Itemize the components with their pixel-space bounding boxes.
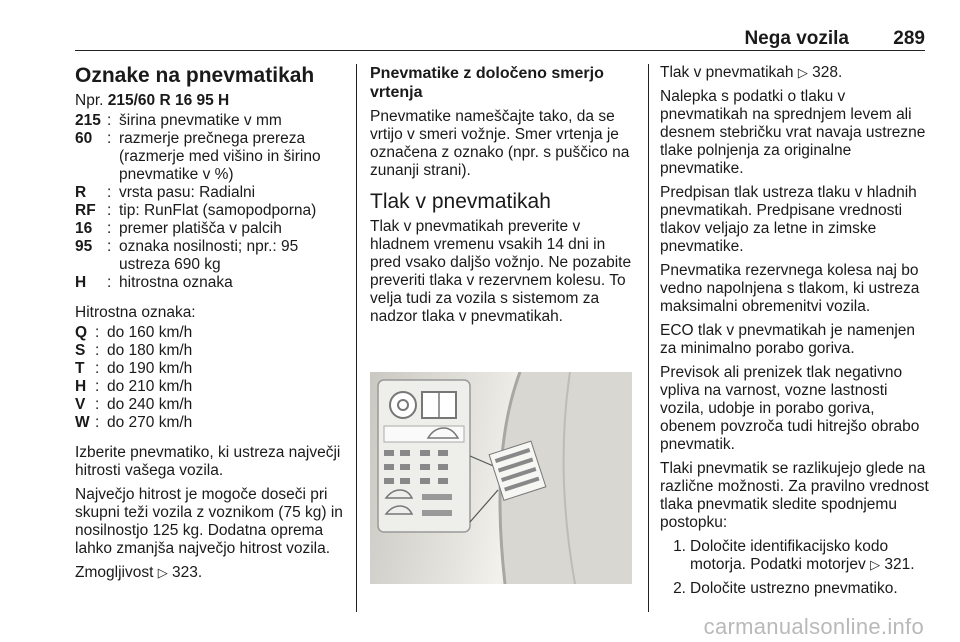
heading-tyre-markings: Oznake na pnevmatikah: [75, 64, 315, 87]
arrow-ref-icon: ▷: [157, 565, 168, 580]
column-1: [75, 64, 347, 588]
definition-key: 215: [75, 112, 101, 129]
definition-value: širina pnevmatike v mm: [119, 112, 282, 129]
speed-value: do 180 km/h: [107, 342, 193, 359]
paragraph-max-speed: Izberite pnevmatiko, ki ustreza največji hitrosti vašega vozila.: [75, 444, 341, 479]
step-number: 1.: [673, 538, 686, 555]
definition-value: tip: RunFlat (samopodporna): [119, 202, 317, 219]
speed-key: V: [75, 396, 86, 413]
definition-key: R: [75, 184, 87, 201]
speed-row: T : do 190 km/h: [75, 360, 347, 378]
page-number: 289: [893, 28, 925, 49]
definition-row: R : vrsta pasu: Radialni: [75, 184, 347, 202]
speed-row: W : do 270 km/h: [75, 414, 347, 432]
speed-key: S: [75, 342, 86, 359]
ref-text: Zmogljivost: [75, 564, 154, 581]
example-line: [75, 92, 347, 110]
definition-row: RF : tip: RunFlat (samopodporna): [75, 202, 347, 220]
definition-row: 215 : širina pnevmatike v mm: [75, 112, 347, 130]
definition-value: hitrostna oznaka: [119, 274, 233, 291]
paragraph-procedure: Tlaki pnevmatik se razlikujejo glede na različne možnosti. Za pravilno vrednost tlaka pnevmatik sledite spodnjemu postopku:: [660, 460, 929, 531]
definition-key: 16: [75, 220, 93, 237]
definition-key: 95: [75, 238, 93, 255]
page-ref-link[interactable]: 321.: [884, 556, 915, 573]
performance-ref: [75, 564, 347, 582]
page-ref-link[interactable]: 323.: [172, 564, 203, 581]
step-label: Določite identifikacijsko kodo motorja. Podatki motorjev: [690, 538, 889, 573]
procedure-steps: [660, 538, 930, 598]
list-item: [660, 538, 930, 574]
speed-key: Q: [75, 324, 88, 341]
list-item: [660, 580, 930, 598]
speed-row: S : do 180 km/h: [75, 342, 347, 360]
definition-value: premer platišča v palcih: [119, 220, 282, 237]
definition-key: RF: [75, 202, 96, 219]
definition-value: vrsta pasu: Radialni: [119, 184, 256, 201]
door-pillar-illustration: [370, 372, 632, 584]
heading-directional-tyres: Pnevmatike z določeno smerjo vrtenja: [370, 65, 604, 101]
definition-value: razmerje prečnega prereza (razmerje med višino in širino pnevmatike v %): [119, 130, 321, 183]
section-title: Nega vozila: [744, 28, 849, 49]
paragraph-wrong-pressure: Previsok ali prenizek tlak negativno vpliva na varnost, vozne lastnosti vozila, udobje in porabo goriva, obenem povzroča tudi hitrejšo obrabo pnevmatik.: [660, 364, 920, 453]
arrow-ref-icon: ▷: [870, 557, 881, 572]
speed-row: Q : do 160 km/h: [75, 324, 347, 342]
paragraph-eco: ECO tlak v pnevmatikah je namenjen za minimalno porabo goriva.: [660, 322, 916, 357]
step-text: [690, 538, 930, 574]
arrow-ref-icon: ▷: [797, 65, 808, 80]
speed-key: W: [75, 414, 90, 431]
definition-row: 16 : premer platišča v palcih: [75, 220, 347, 238]
definition-row: 60 : razmerje prečnega prereza (razmerje med višino in širino pnevmatike v %): [75, 130, 347, 184]
speed-key: T: [75, 360, 85, 377]
paragraph-cold-pressure: Predpisan tlak ustreza tlaku v hladnih pnevmatikah. Predpisane vrednosti tlakov veljajo za letne in zimske pnevmatike.: [660, 184, 917, 255]
tyre-code-definitions: [75, 112, 347, 292]
speed-value: do 270 km/h: [107, 414, 193, 431]
step-number: 2.: [673, 580, 686, 597]
ref-text: Tlak v pnevmatikah: [660, 64, 794, 81]
column-2: [370, 64, 632, 332]
page-ref-link[interactable]: 328.: [812, 64, 843, 81]
definition-row: 95 : oznaka nosilnosti; npr.: 95 ustreza 690 kg: [75, 238, 347, 274]
tyre-pressure-label-photo: [370, 372, 632, 584]
definition-key: H: [75, 274, 87, 291]
paragraph-directional: Pnevmatike nameščajte tako, da se vrtijo v smeri vožnje. Smer vrtenja je označena z oznako (npr. s puščico na zunanji strani).: [370, 108, 630, 179]
heading-tyre-pressure: Tlak v pnevmatikah: [370, 190, 551, 213]
speed-value: do 190 km/h: [107, 360, 193, 377]
definition-key: 60: [75, 130, 93, 147]
speed-value: do 240 km/h: [107, 396, 193, 413]
example-code: 215/60 R 16 95 H: [107, 92, 230, 109]
column-3: [660, 64, 930, 604]
speed-key: H: [75, 378, 87, 395]
definition-value: oznaka nosilnosti; npr.: 95 ustreza 690 kg: [119, 238, 299, 273]
column-divider: [648, 64, 649, 612]
paragraph-spare-wheel: Pnevmatika rezervnega kolesa naj bo vedno napolnjena s tlakom, ki ustreza maksimalni obremenitvi vozila.: [660, 262, 920, 315]
column-divider: [356, 64, 357, 612]
example-prefix: Npr.: [75, 92, 104, 109]
definition-row: H : hitrostna oznaka: [75, 274, 347, 292]
speed-intro: Hitrostna oznaka:: [75, 304, 196, 321]
paragraph-pressure-check: Tlak v pnevmatikah preverite v hladnem vremenu vsakih 14 dni in pred vsako daljšo vožnjo. Ne pozabite preveriti tlaka v rezervnem kolesu. To velja tudi za vozila s sistemom za nadzor tlaka v pnevmatikah.: [370, 218, 632, 325]
speed-value: do 160 km/h: [107, 324, 193, 341]
paragraph-max-speed-load: Največjo hitrost je mogoče doseči pri skupni teži vozila z voznikom (75 kg) in nosilnostjo 125 kg. Dodatna oprema lahko zmanjša največjo hitrost vozila.: [75, 486, 343, 557]
paragraph-label: Nalepka s podatki o tlaku v pnevmatikah na sprednjem levem ali desnem stebričku vrat navaja ustrezne tlake polnjenja za originalne pnevmatike.: [660, 88, 926, 177]
page-header: [75, 28, 925, 51]
watermark: carmanualsonline.info: [703, 614, 924, 639]
step-label: Določite ustrezno pnevmatiko.: [690, 580, 898, 597]
speed-row: H : do 210 km/h: [75, 378, 347, 396]
speed-value: do 210 km/h: [107, 378, 193, 395]
pressure-ref: [660, 64, 930, 82]
speed-ratings: [75, 324, 347, 432]
speed-row: V : do 240 km/h: [75, 396, 347, 414]
